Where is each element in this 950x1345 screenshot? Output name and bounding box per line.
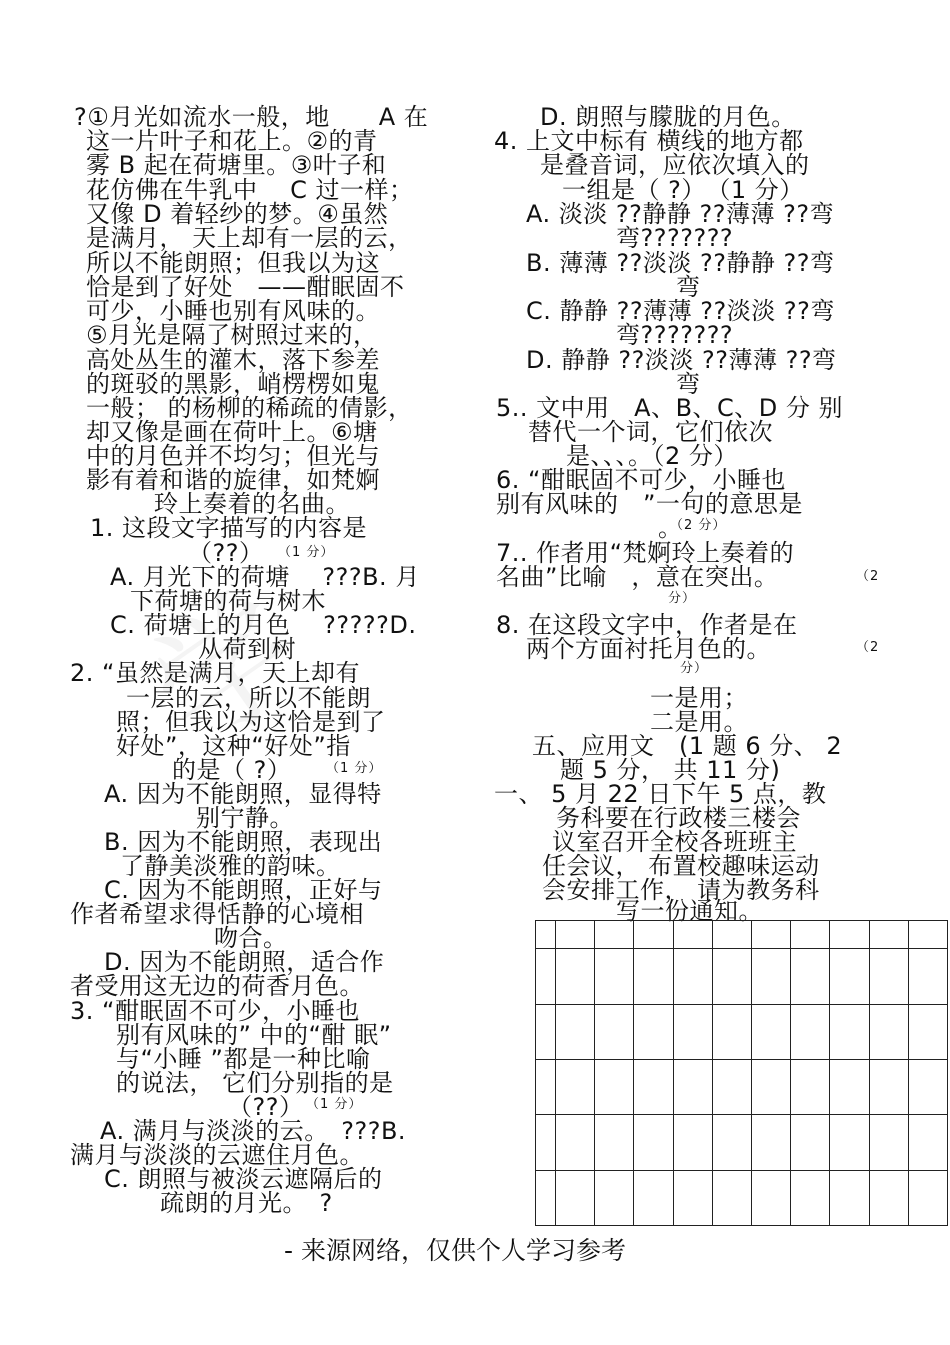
passage-line: 的斑驳的黑影，峭楞楞如鬼 bbox=[86, 370, 380, 398]
question-2-stem: 2. “虽然是满月，天上却有 bbox=[70, 659, 360, 687]
passage-line: 一般； 的杨柳的稀疏的倩影， bbox=[86, 394, 413, 422]
question-2-stem: 一层的云，所以不能朗 bbox=[126, 684, 371, 712]
question-4-stem: 一组是（ ?） （1 分） bbox=[562, 176, 804, 204]
question-2-option: 吻合。 bbox=[214, 924, 288, 952]
question-2-option: 者受用这无边的荷香月色。 bbox=[70, 972, 364, 1000]
question-2-stem: 照；但我以为这恰是到了 bbox=[116, 708, 386, 736]
question-2-option: D. 因为不能朗照，适合作 bbox=[104, 948, 385, 976]
question-3-option: C. 朗照与被淡云遮隔后的 bbox=[104, 1165, 383, 1193]
writing-grid[interactable] bbox=[535, 920, 948, 1226]
question-3-stem: 别有风味的” 中的“酣 眠” bbox=[116, 1021, 392, 1049]
score-note: （1 分） bbox=[278, 545, 335, 560]
question-3-blank: （??） bbox=[228, 1093, 304, 1121]
passage-line: 是满月， 天上却有一层的云， bbox=[86, 224, 413, 252]
passage-line: 这一片叶子和花上。②的青 bbox=[86, 127, 378, 155]
writing-task: 会安排工作， 请为教务科 bbox=[542, 876, 820, 904]
passage-line: 花仿佛在牛乳中 C 过一样； bbox=[86, 176, 414, 204]
score-note: （2 分） bbox=[670, 518, 727, 533]
writing-task: 一、 5 月 22 日下午 5 点，教 bbox=[494, 780, 827, 808]
writing-task: 务科要在行政楼三楼会 bbox=[556, 804, 801, 832]
question-4-option: 弯 bbox=[676, 370, 701, 398]
question-4-stem: 是叠音词，应依次填入的 bbox=[540, 151, 810, 179]
question-8-stem: 两个方面衬托月色的。 bbox=[526, 635, 771, 663]
question-1-option: 从荷到树 bbox=[198, 635, 296, 663]
question-1-stem: 1. 这段文字描写的内容是 bbox=[90, 514, 368, 542]
score-note: （1 分） bbox=[326, 761, 383, 776]
passage-line: 恰是到了好处 ——酣眠固不 bbox=[86, 273, 405, 301]
question-4-option: C. 静静 ??薄薄 ??淡淡 ??弯 bbox=[526, 297, 835, 325]
passage-line: 雾 B 起在荷塘里。③叶子和 bbox=[86, 151, 387, 179]
question-1-option: 下荷塘的荷与树木 bbox=[130, 587, 326, 615]
question-5-stem: 替代一个词，它们依次 bbox=[528, 418, 773, 446]
passage-line: 却又像是画在荷叶上。⑥塘 bbox=[86, 418, 378, 446]
question-3-option: A. 满月与淡淡的云。 ???B. bbox=[100, 1117, 407, 1145]
score-note: （2 bbox=[856, 569, 880, 584]
passage-line: ⑤月光是隔了树照过来的， bbox=[86, 321, 378, 349]
question-4-stem: 4. 上文中标有 横线的地方都 bbox=[494, 127, 804, 155]
question-5-stem: 是、、、。（2 分） bbox=[566, 442, 738, 470]
question-3-option: 疏朗的月光。 ? bbox=[160, 1189, 333, 1217]
question-2-option: 别宁静。 bbox=[196, 804, 294, 832]
score-note: 分） bbox=[668, 591, 697, 606]
passage-line: 可少，小睡也别有风味的。 bbox=[86, 297, 380, 325]
question-4-option: D. 静静 ??淡淡 ??薄薄 ??弯 bbox=[526, 346, 837, 374]
question-2-option: A. 因为不能朗照，显得特 bbox=[104, 780, 382, 808]
question-2-option: 作者希望求得恬静的心境相 bbox=[70, 900, 364, 928]
question-8-answer-line: 二是用。 bbox=[650, 708, 748, 736]
passage-line: 所以不能朗照；但我以为这 bbox=[86, 249, 380, 277]
score-note: （2 bbox=[856, 640, 880, 655]
question-6-stem: 6. “酣眠固不可少，小睡也 bbox=[496, 466, 786, 494]
question-2-blank: 的是（ ?） bbox=[172, 756, 292, 784]
question-1-option: C. 荷塘上的月色 ?????D. bbox=[110, 611, 417, 639]
passage-line: 中的月色并不均匀；但光与 bbox=[86, 442, 380, 470]
question-3-stem: 3. “酣眠固不可少，小睡也 bbox=[70, 997, 360, 1025]
question-1-blank: （??） bbox=[188, 539, 264, 567]
question-8-answer-line: 一是用； bbox=[650, 684, 748, 712]
writing-task: 议室召开全校各班班主 bbox=[552, 828, 797, 856]
section-heading: 题 5 分， 共 11 分) bbox=[560, 756, 781, 784]
passage-line: ?①月光如流水一般，地 A 在 bbox=[74, 103, 429, 131]
writing-task: 写一份通知。 bbox=[616, 897, 763, 925]
question-2-option: 了静美淡雅的韵味。 bbox=[120, 852, 341, 880]
question-7-stem: 7.. 作者用“梵婀玲上奏着的 bbox=[496, 539, 795, 567]
question-5-stem: 5.. 文中用 A、B、C、D 分 别 bbox=[496, 394, 844, 422]
writing-task: 任会议， 布置校趣味运动 bbox=[542, 852, 820, 880]
question-3-option: 满月与淡淡的云遮住月色。 bbox=[70, 1141, 364, 1169]
score-note: （1 分） bbox=[306, 1097, 363, 1112]
passage-line: 玲上奏着的名曲。 bbox=[154, 490, 350, 518]
question-4-option: 弯??????? bbox=[616, 224, 734, 252]
question-7-stem: 名曲”比喻 ，意在突出。 bbox=[496, 563, 779, 591]
score-note: 分） bbox=[680, 661, 709, 676]
passage-line: 影有着和谐的旋律，如梵婀 bbox=[86, 466, 380, 494]
question-1-option: A. 月光下的荷塘 ???B. 月 bbox=[110, 563, 420, 591]
question-3-stem: 与“小睡 ”都是一种比喻 bbox=[116, 1045, 371, 1073]
question-8-stem: 8. 在这段文字中，作者是在 bbox=[496, 611, 798, 639]
passage-line: 高处丛生的灌木，落下参差 bbox=[86, 346, 380, 374]
question-4-option: B. 薄薄 ??淡淡 ??静静 ??弯 bbox=[526, 249, 835, 277]
question-2-stem: 好处”，这种“好处”指 bbox=[116, 732, 351, 760]
question-2-option: B. 因为不能朗照，表现出 bbox=[104, 828, 383, 856]
question-2-option: C. 因为不能朗照，正好与 bbox=[104, 876, 383, 904]
question-6-stem: 。 bbox=[658, 514, 683, 542]
question-3-option: D. 朗照与朦胧的月色。 bbox=[540, 103, 796, 131]
section-heading: 五、应用文 (1 题 6 分、 2 bbox=[532, 732, 843, 760]
question-4-option: 弯 bbox=[676, 273, 701, 301]
question-6-stem: 别有风味的 ”一句的意思是 bbox=[496, 490, 803, 518]
question-4-option: 弯??????? bbox=[616, 321, 734, 349]
footer-note: - 来源网络，仅供个人学习参考 bbox=[284, 1236, 626, 1265]
question-4-option: A. 淡淡 ??静静 ??薄薄 ??弯 bbox=[526, 200, 835, 228]
question-3-stem: 的说法， 它们分别指的是 bbox=[116, 1069, 394, 1097]
passage-line: 又像 D 着轻纱的梦。④虽然 bbox=[86, 200, 389, 228]
